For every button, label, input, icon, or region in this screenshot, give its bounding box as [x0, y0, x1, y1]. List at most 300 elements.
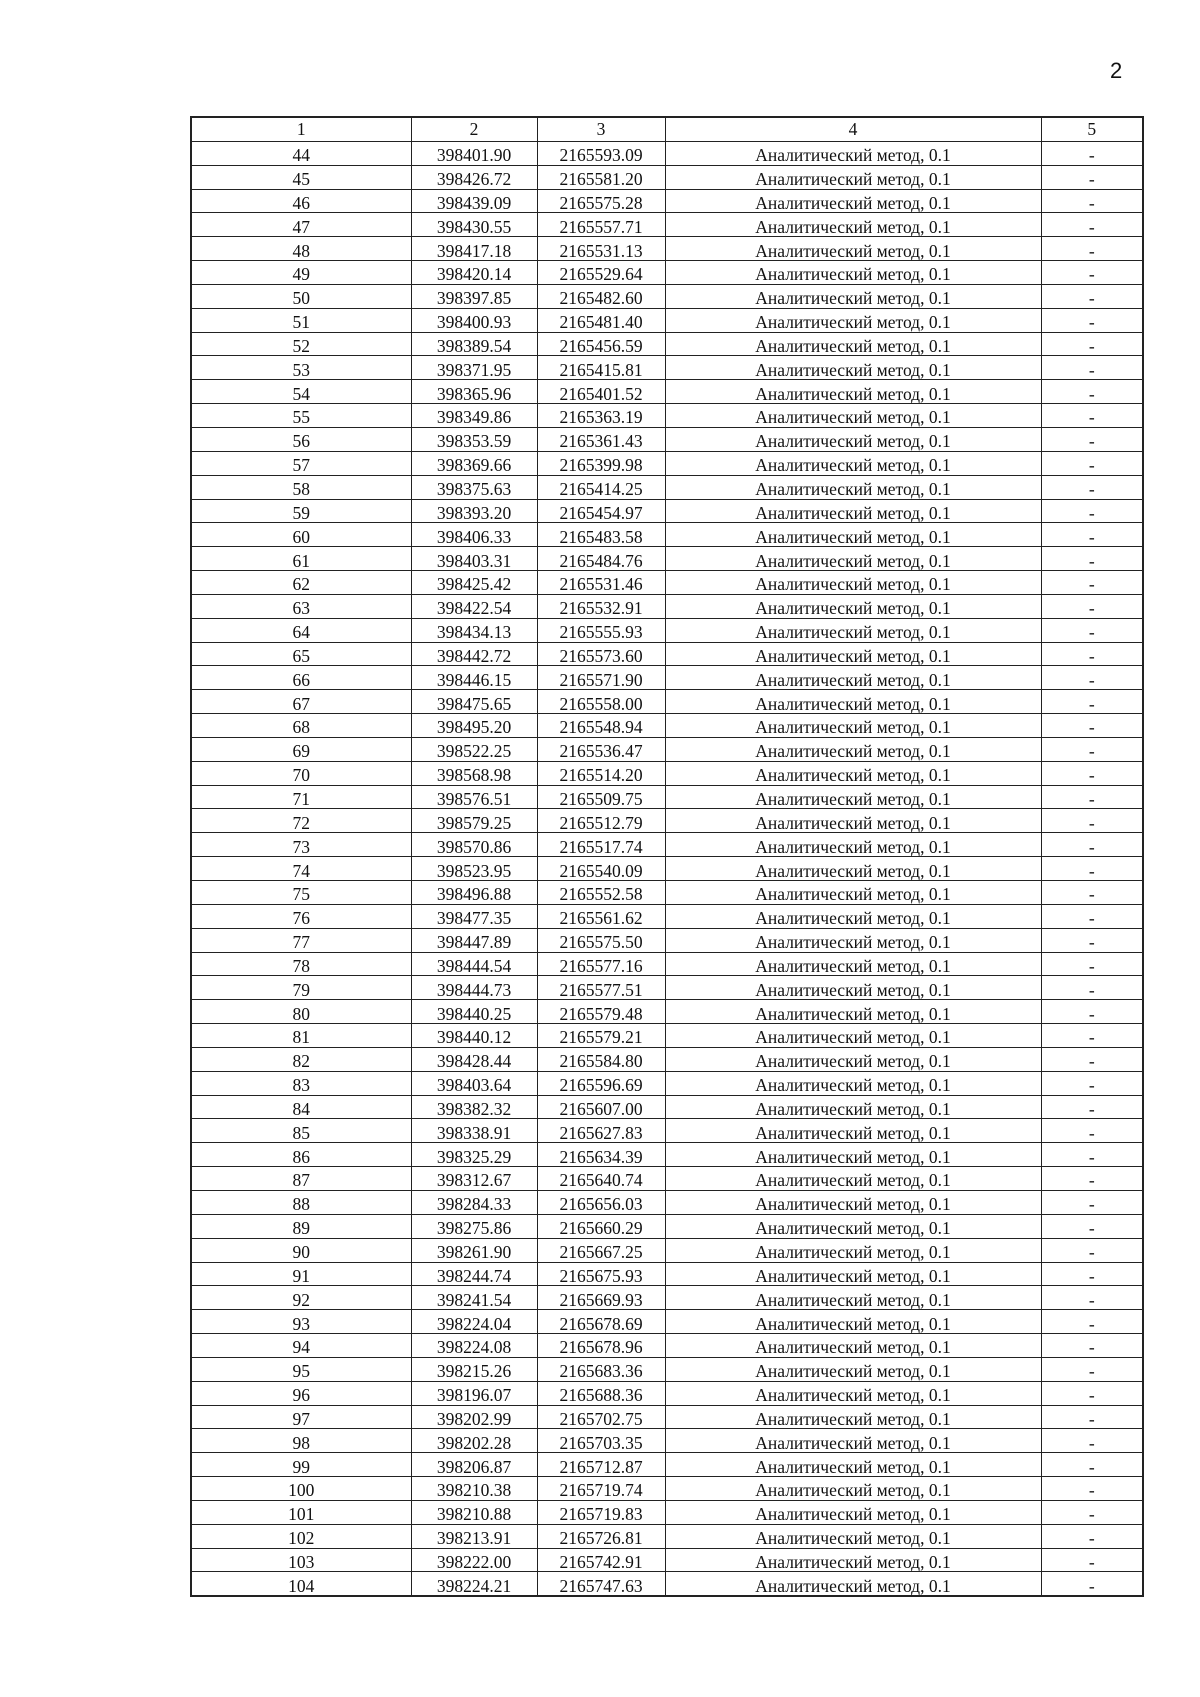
note-cell: -	[1041, 284, 1143, 308]
method-cell: Аналитический метод, 0.1	[665, 1548, 1041, 1572]
note-cell: -	[1041, 1500, 1143, 1524]
table-row	[191, 833, 1143, 857]
note-cell: -	[1041, 1405, 1143, 1429]
table-row	[191, 308, 1143, 332]
x-coordinate-cell: 398375.63	[411, 475, 537, 499]
method-cell: Аналитический метод, 0.1	[665, 618, 1041, 642]
note-cell: -	[1041, 141, 1143, 165]
x-coordinate-cell: 398224.04	[411, 1310, 537, 1334]
x-coordinate-cell: 398403.31	[411, 547, 537, 571]
table-row	[191, 1119, 1143, 1143]
table-row	[191, 785, 1143, 809]
method-cell: Аналитический метод, 0.1	[665, 475, 1041, 499]
point-number-cell: 74	[191, 857, 411, 881]
point-number-cell: 91	[191, 1262, 411, 1286]
method-cell: Аналитический метод, 0.1	[665, 1524, 1041, 1548]
note-cell: -	[1041, 594, 1143, 618]
y-coordinate-cell: 2165532.91	[537, 594, 665, 618]
x-coordinate-cell: 398406.33	[411, 523, 537, 547]
method-cell: Аналитический метод, 0.1	[665, 714, 1041, 738]
note-cell: -	[1041, 1095, 1143, 1119]
method-cell: Аналитический метод, 0.1	[665, 809, 1041, 833]
note-cell: -	[1041, 380, 1143, 404]
method-cell: Аналитический метод, 0.1	[665, 785, 1041, 809]
note-cell: -	[1041, 475, 1143, 499]
point-number-cell: 69	[191, 737, 411, 761]
x-coordinate-cell: 398224.21	[411, 1572, 537, 1596]
point-number-cell: 59	[191, 499, 411, 523]
x-coordinate-cell: 398206.87	[411, 1453, 537, 1477]
note-cell: -	[1041, 261, 1143, 285]
note-cell: -	[1041, 1453, 1143, 1477]
note-cell: -	[1041, 571, 1143, 595]
table-row	[191, 404, 1143, 428]
table-row	[191, 1477, 1143, 1501]
y-coordinate-cell: 2165660.29	[537, 1214, 665, 1238]
note-cell: -	[1041, 427, 1143, 451]
table-row	[191, 499, 1143, 523]
method-cell: Аналитический метод, 0.1	[665, 1453, 1041, 1477]
method-cell: Аналитический метод, 0.1	[665, 952, 1041, 976]
y-coordinate-cell: 2165577.51	[537, 976, 665, 1000]
point-number-cell: 48	[191, 237, 411, 261]
y-coordinate-cell: 2165593.09	[537, 141, 665, 165]
column-header-1: 1	[191, 117, 411, 141]
y-coordinate-cell: 2165667.25	[537, 1238, 665, 1262]
x-coordinate-cell: 398393.20	[411, 499, 537, 523]
x-coordinate-cell: 398568.98	[411, 761, 537, 785]
note-cell: -	[1041, 761, 1143, 785]
y-coordinate-cell: 2165540.09	[537, 857, 665, 881]
method-cell: Аналитический метод, 0.1	[665, 1310, 1041, 1334]
x-coordinate-cell: 398444.73	[411, 976, 537, 1000]
y-coordinate-cell: 2165607.00	[537, 1095, 665, 1119]
column-header-5: 5	[1041, 117, 1143, 141]
table-row	[191, 1262, 1143, 1286]
x-coordinate-cell: 398261.90	[411, 1238, 537, 1262]
y-coordinate-cell: 2165483.58	[537, 523, 665, 547]
y-coordinate-cell: 2165514.20	[537, 761, 665, 785]
x-coordinate-cell: 398400.93	[411, 308, 537, 332]
point-number-cell: 79	[191, 976, 411, 1000]
point-number-cell: 58	[191, 475, 411, 499]
x-coordinate-cell: 398439.09	[411, 189, 537, 213]
table-row	[191, 451, 1143, 475]
note-cell: -	[1041, 1071, 1143, 1095]
method-cell: Аналитический метод, 0.1	[665, 380, 1041, 404]
point-number-cell: 78	[191, 952, 411, 976]
y-coordinate-cell: 2165454.97	[537, 499, 665, 523]
x-coordinate-cell: 398210.88	[411, 1500, 537, 1524]
table-row	[191, 571, 1143, 595]
method-cell: Аналитический метод, 0.1	[665, 1286, 1041, 1310]
point-number-cell: 87	[191, 1167, 411, 1191]
point-number-cell: 68	[191, 714, 411, 738]
method-cell: Аналитический метод, 0.1	[665, 1190, 1041, 1214]
x-coordinate-cell: 398353.59	[411, 427, 537, 451]
method-cell: Аналитический метод, 0.1	[665, 1262, 1041, 1286]
note-cell: -	[1041, 904, 1143, 928]
note-cell: -	[1041, 833, 1143, 857]
y-coordinate-cell: 2165575.28	[537, 189, 665, 213]
point-number-cell: 64	[191, 618, 411, 642]
y-coordinate-cell: 2165640.74	[537, 1167, 665, 1191]
note-cell: -	[1041, 1524, 1143, 1548]
method-cell: Аналитический метод, 0.1	[665, 1572, 1041, 1596]
table-row	[191, 1334, 1143, 1358]
method-cell: Аналитический метод, 0.1	[665, 189, 1041, 213]
y-coordinate-cell: 2165456.59	[537, 332, 665, 356]
table-row	[191, 261, 1143, 285]
note-cell: -	[1041, 1477, 1143, 1501]
x-coordinate-cell: 398325.29	[411, 1143, 537, 1167]
point-number-cell: 53	[191, 356, 411, 380]
column-header-2: 2	[411, 117, 537, 141]
column-header-4: 4	[665, 117, 1041, 141]
note-cell: -	[1041, 737, 1143, 761]
point-number-cell: 86	[191, 1143, 411, 1167]
x-coordinate-cell: 398210.38	[411, 1477, 537, 1501]
y-coordinate-cell: 2165557.71	[537, 213, 665, 237]
note-cell: -	[1041, 1047, 1143, 1071]
point-number-cell: 103	[191, 1548, 411, 1572]
point-number-cell: 45	[191, 165, 411, 189]
table-row	[191, 165, 1143, 189]
x-coordinate-cell: 398495.20	[411, 714, 537, 738]
point-number-cell: 94	[191, 1334, 411, 1358]
table-row	[191, 714, 1143, 738]
point-number-cell: 46	[191, 189, 411, 213]
note-cell: -	[1041, 523, 1143, 547]
x-coordinate-cell: 398447.89	[411, 928, 537, 952]
x-coordinate-cell: 398442.72	[411, 642, 537, 666]
note-cell: -	[1041, 1000, 1143, 1024]
y-coordinate-cell: 2165719.83	[537, 1500, 665, 1524]
note-cell: -	[1041, 976, 1143, 1000]
x-coordinate-cell: 398434.13	[411, 618, 537, 642]
x-coordinate-cell: 398215.26	[411, 1357, 537, 1381]
method-cell: Аналитический метод, 0.1	[665, 690, 1041, 714]
y-coordinate-cell: 2165579.48	[537, 1000, 665, 1024]
y-coordinate-cell: 2165571.90	[537, 666, 665, 690]
note-cell: -	[1041, 404, 1143, 428]
point-number-cell: 63	[191, 594, 411, 618]
x-coordinate-cell: 398570.86	[411, 833, 537, 857]
method-cell: Аналитический метод, 0.1	[665, 1047, 1041, 1071]
y-coordinate-cell: 2165512.79	[537, 809, 665, 833]
x-coordinate-cell: 398275.86	[411, 1214, 537, 1238]
point-number-cell: 55	[191, 404, 411, 428]
point-number-cell: 67	[191, 690, 411, 714]
point-number-cell: 96	[191, 1381, 411, 1405]
note-cell: -	[1041, 1190, 1143, 1214]
table-row	[191, 1238, 1143, 1262]
point-number-cell: 50	[191, 284, 411, 308]
y-coordinate-cell: 2165531.13	[537, 237, 665, 261]
point-number-cell: 47	[191, 213, 411, 237]
point-number-cell: 52	[191, 332, 411, 356]
method-cell: Аналитический метод, 0.1	[665, 737, 1041, 761]
table-row	[191, 952, 1143, 976]
table-row	[191, 1214, 1143, 1238]
point-number-cell: 73	[191, 833, 411, 857]
x-coordinate-cell: 398397.85	[411, 284, 537, 308]
x-coordinate-cell: 398496.88	[411, 881, 537, 905]
table-row	[191, 1071, 1143, 1095]
point-number-cell: 80	[191, 1000, 411, 1024]
method-cell: Аналитический метод, 0.1	[665, 1381, 1041, 1405]
point-number-cell: 100	[191, 1477, 411, 1501]
table-row	[191, 213, 1143, 237]
x-coordinate-cell: 398403.64	[411, 1071, 537, 1095]
table-row	[191, 427, 1143, 451]
point-number-cell: 65	[191, 642, 411, 666]
point-number-cell: 82	[191, 1047, 411, 1071]
table-row	[191, 618, 1143, 642]
y-coordinate-cell: 2165531.46	[537, 571, 665, 595]
y-coordinate-cell: 2165529.64	[537, 261, 665, 285]
method-cell: Аналитический метод, 0.1	[665, 1500, 1041, 1524]
note-cell: -	[1041, 499, 1143, 523]
point-number-cell: 84	[191, 1095, 411, 1119]
table-row	[191, 1047, 1143, 1071]
table-row	[191, 666, 1143, 690]
y-coordinate-cell: 2165548.94	[537, 714, 665, 738]
method-cell: Аналитический метод, 0.1	[665, 833, 1041, 857]
y-coordinate-cell: 2165482.60	[537, 284, 665, 308]
y-coordinate-cell: 2165481.40	[537, 308, 665, 332]
y-coordinate-cell: 2165555.93	[537, 618, 665, 642]
coordinates-table	[190, 116, 1144, 1597]
table-row	[191, 1357, 1143, 1381]
point-number-cell: 71	[191, 785, 411, 809]
note-cell: -	[1041, 1262, 1143, 1286]
x-coordinate-cell: 398241.54	[411, 1286, 537, 1310]
x-coordinate-cell: 398446.15	[411, 666, 537, 690]
method-cell: Аналитический метод, 0.1	[665, 1071, 1041, 1095]
table-row	[191, 737, 1143, 761]
y-coordinate-cell: 2165399.98	[537, 451, 665, 475]
x-coordinate-cell: 398420.14	[411, 261, 537, 285]
point-number-cell: 97	[191, 1405, 411, 1429]
column-header-3: 3	[537, 117, 665, 141]
y-coordinate-cell: 2165703.35	[537, 1429, 665, 1453]
method-cell: Аналитический метод, 0.1	[665, 1024, 1041, 1048]
y-coordinate-cell: 2165683.36	[537, 1357, 665, 1381]
table-row	[191, 857, 1143, 881]
table-row	[191, 523, 1143, 547]
note-cell: -	[1041, 928, 1143, 952]
method-cell: Аналитический метод, 0.1	[665, 761, 1041, 785]
x-coordinate-cell: 398422.54	[411, 594, 537, 618]
x-coordinate-cell: 398417.18	[411, 237, 537, 261]
x-coordinate-cell: 398213.91	[411, 1524, 537, 1548]
y-coordinate-cell: 2165742.91	[537, 1548, 665, 1572]
point-number-cell: 56	[191, 427, 411, 451]
x-coordinate-cell: 398338.91	[411, 1119, 537, 1143]
note-cell: -	[1041, 1167, 1143, 1191]
x-coordinate-cell: 398222.00	[411, 1548, 537, 1572]
point-number-cell: 75	[191, 881, 411, 905]
note-cell: -	[1041, 237, 1143, 261]
x-coordinate-cell: 398440.12	[411, 1024, 537, 1048]
note-cell: -	[1041, 952, 1143, 976]
table-row	[191, 761, 1143, 785]
method-cell: Аналитический метод, 0.1	[665, 1119, 1041, 1143]
y-coordinate-cell: 2165678.69	[537, 1310, 665, 1334]
note-cell: -	[1041, 1286, 1143, 1310]
x-coordinate-cell: 398202.99	[411, 1405, 537, 1429]
x-coordinate-cell: 398475.65	[411, 690, 537, 714]
point-number-cell: 83	[191, 1071, 411, 1095]
point-number-cell: 66	[191, 666, 411, 690]
y-coordinate-cell: 2165414.25	[537, 475, 665, 499]
note-cell: -	[1041, 189, 1143, 213]
table-row	[191, 1429, 1143, 1453]
table-row	[191, 1310, 1143, 1334]
x-coordinate-cell: 398579.25	[411, 809, 537, 833]
table-row	[191, 1548, 1143, 1572]
x-coordinate-cell: 398244.74	[411, 1262, 537, 1286]
point-number-cell: 101	[191, 1500, 411, 1524]
x-coordinate-cell: 398389.54	[411, 332, 537, 356]
point-number-cell: 57	[191, 451, 411, 475]
table-row	[191, 928, 1143, 952]
point-number-cell: 61	[191, 547, 411, 571]
method-cell: Аналитический метод, 0.1	[665, 165, 1041, 189]
y-coordinate-cell: 2165596.69	[537, 1071, 665, 1095]
point-number-cell: 81	[191, 1024, 411, 1048]
point-number-cell: 44	[191, 141, 411, 165]
method-cell: Аналитический метод, 0.1	[665, 308, 1041, 332]
y-coordinate-cell: 2165688.36	[537, 1381, 665, 1405]
point-number-cell: 60	[191, 523, 411, 547]
method-cell: Аналитический метод, 0.1	[665, 1143, 1041, 1167]
method-cell: Аналитический метод, 0.1	[665, 1095, 1041, 1119]
point-number-cell: 99	[191, 1453, 411, 1477]
table-row	[191, 475, 1143, 499]
x-coordinate-cell: 398196.07	[411, 1381, 537, 1405]
point-number-cell: 95	[191, 1357, 411, 1381]
point-number-cell: 89	[191, 1214, 411, 1238]
x-coordinate-cell: 398349.86	[411, 404, 537, 428]
note-cell: -	[1041, 642, 1143, 666]
method-cell: Аналитический метод, 0.1	[665, 499, 1041, 523]
point-number-cell: 93	[191, 1310, 411, 1334]
table-row	[191, 881, 1143, 905]
table-row	[191, 141, 1143, 165]
y-coordinate-cell: 2165484.76	[537, 547, 665, 571]
y-coordinate-cell: 2165361.43	[537, 427, 665, 451]
x-coordinate-cell: 398477.35	[411, 904, 537, 928]
x-coordinate-cell: 398440.25	[411, 1000, 537, 1024]
table-row	[191, 284, 1143, 308]
point-number-cell: 76	[191, 904, 411, 928]
note-cell: -	[1041, 213, 1143, 237]
method-cell: Аналитический метод, 0.1	[665, 451, 1041, 475]
note-cell: -	[1041, 356, 1143, 380]
y-coordinate-cell: 2165575.50	[537, 928, 665, 952]
method-cell: Аналитический метод, 0.1	[665, 1334, 1041, 1358]
method-cell: Аналитический метод, 0.1	[665, 261, 1041, 285]
x-coordinate-cell: 398312.67	[411, 1167, 537, 1191]
table-row	[191, 690, 1143, 714]
note-cell: -	[1041, 165, 1143, 189]
method-cell: Аналитический метод, 0.1	[665, 213, 1041, 237]
x-coordinate-cell: 398576.51	[411, 785, 537, 809]
note-cell: -	[1041, 1238, 1143, 1262]
x-coordinate-cell: 398284.33	[411, 1190, 537, 1214]
x-coordinate-cell: 398371.95	[411, 356, 537, 380]
note-cell: -	[1041, 1119, 1143, 1143]
note-cell: -	[1041, 785, 1143, 809]
y-coordinate-cell: 2165712.87	[537, 1453, 665, 1477]
method-cell: Аналитический метод, 0.1	[665, 237, 1041, 261]
y-coordinate-cell: 2165719.74	[537, 1477, 665, 1501]
point-number-cell: 88	[191, 1190, 411, 1214]
y-coordinate-cell: 2165509.75	[537, 785, 665, 809]
point-number-cell: 54	[191, 380, 411, 404]
table-row	[191, 1572, 1143, 1596]
table-row	[191, 332, 1143, 356]
table-row	[191, 1453, 1143, 1477]
method-cell: Аналитический метод, 0.1	[665, 404, 1041, 428]
note-cell: -	[1041, 1381, 1143, 1405]
method-cell: Аналитический метод, 0.1	[665, 284, 1041, 308]
note-cell: -	[1041, 1143, 1143, 1167]
note-cell: -	[1041, 1214, 1143, 1238]
y-coordinate-cell: 2165577.16	[537, 952, 665, 976]
method-cell: Аналитический метод, 0.1	[665, 881, 1041, 905]
y-coordinate-cell: 2165536.47	[537, 737, 665, 761]
note-cell: -	[1041, 1548, 1143, 1572]
note-cell: -	[1041, 451, 1143, 475]
point-number-cell: 102	[191, 1524, 411, 1548]
point-number-cell: 72	[191, 809, 411, 833]
note-cell: -	[1041, 881, 1143, 905]
y-coordinate-cell: 2165573.60	[537, 642, 665, 666]
table-row	[191, 642, 1143, 666]
method-cell: Аналитический метод, 0.1	[665, 356, 1041, 380]
table-header-row	[191, 117, 1143, 141]
table-row	[191, 1524, 1143, 1548]
note-cell: -	[1041, 1334, 1143, 1358]
point-number-cell: 62	[191, 571, 411, 595]
x-coordinate-cell: 398224.08	[411, 1334, 537, 1358]
y-coordinate-cell: 2165584.80	[537, 1047, 665, 1071]
point-number-cell: 90	[191, 1238, 411, 1262]
table-row	[191, 1143, 1143, 1167]
point-number-cell: 92	[191, 1286, 411, 1310]
method-cell: Аналитический метод, 0.1	[665, 666, 1041, 690]
y-coordinate-cell: 2165678.96	[537, 1334, 665, 1358]
note-cell: -	[1041, 1310, 1143, 1334]
method-cell: Аналитический метод, 0.1	[665, 332, 1041, 356]
table-row	[191, 1095, 1143, 1119]
method-cell: Аналитический метод, 0.1	[665, 928, 1041, 952]
y-coordinate-cell: 2165634.39	[537, 1143, 665, 1167]
table-body	[191, 141, 1143, 1596]
point-number-cell: 51	[191, 308, 411, 332]
y-coordinate-cell: 2165675.93	[537, 1262, 665, 1286]
method-cell: Аналитический метод, 0.1	[665, 1238, 1041, 1262]
point-number-cell: 70	[191, 761, 411, 785]
method-cell: Аналитический метод, 0.1	[665, 1167, 1041, 1191]
y-coordinate-cell: 2165552.58	[537, 881, 665, 905]
y-coordinate-cell: 2165579.21	[537, 1024, 665, 1048]
y-coordinate-cell: 2165747.63	[537, 1572, 665, 1596]
method-cell: Аналитический метод, 0.1	[665, 1405, 1041, 1429]
